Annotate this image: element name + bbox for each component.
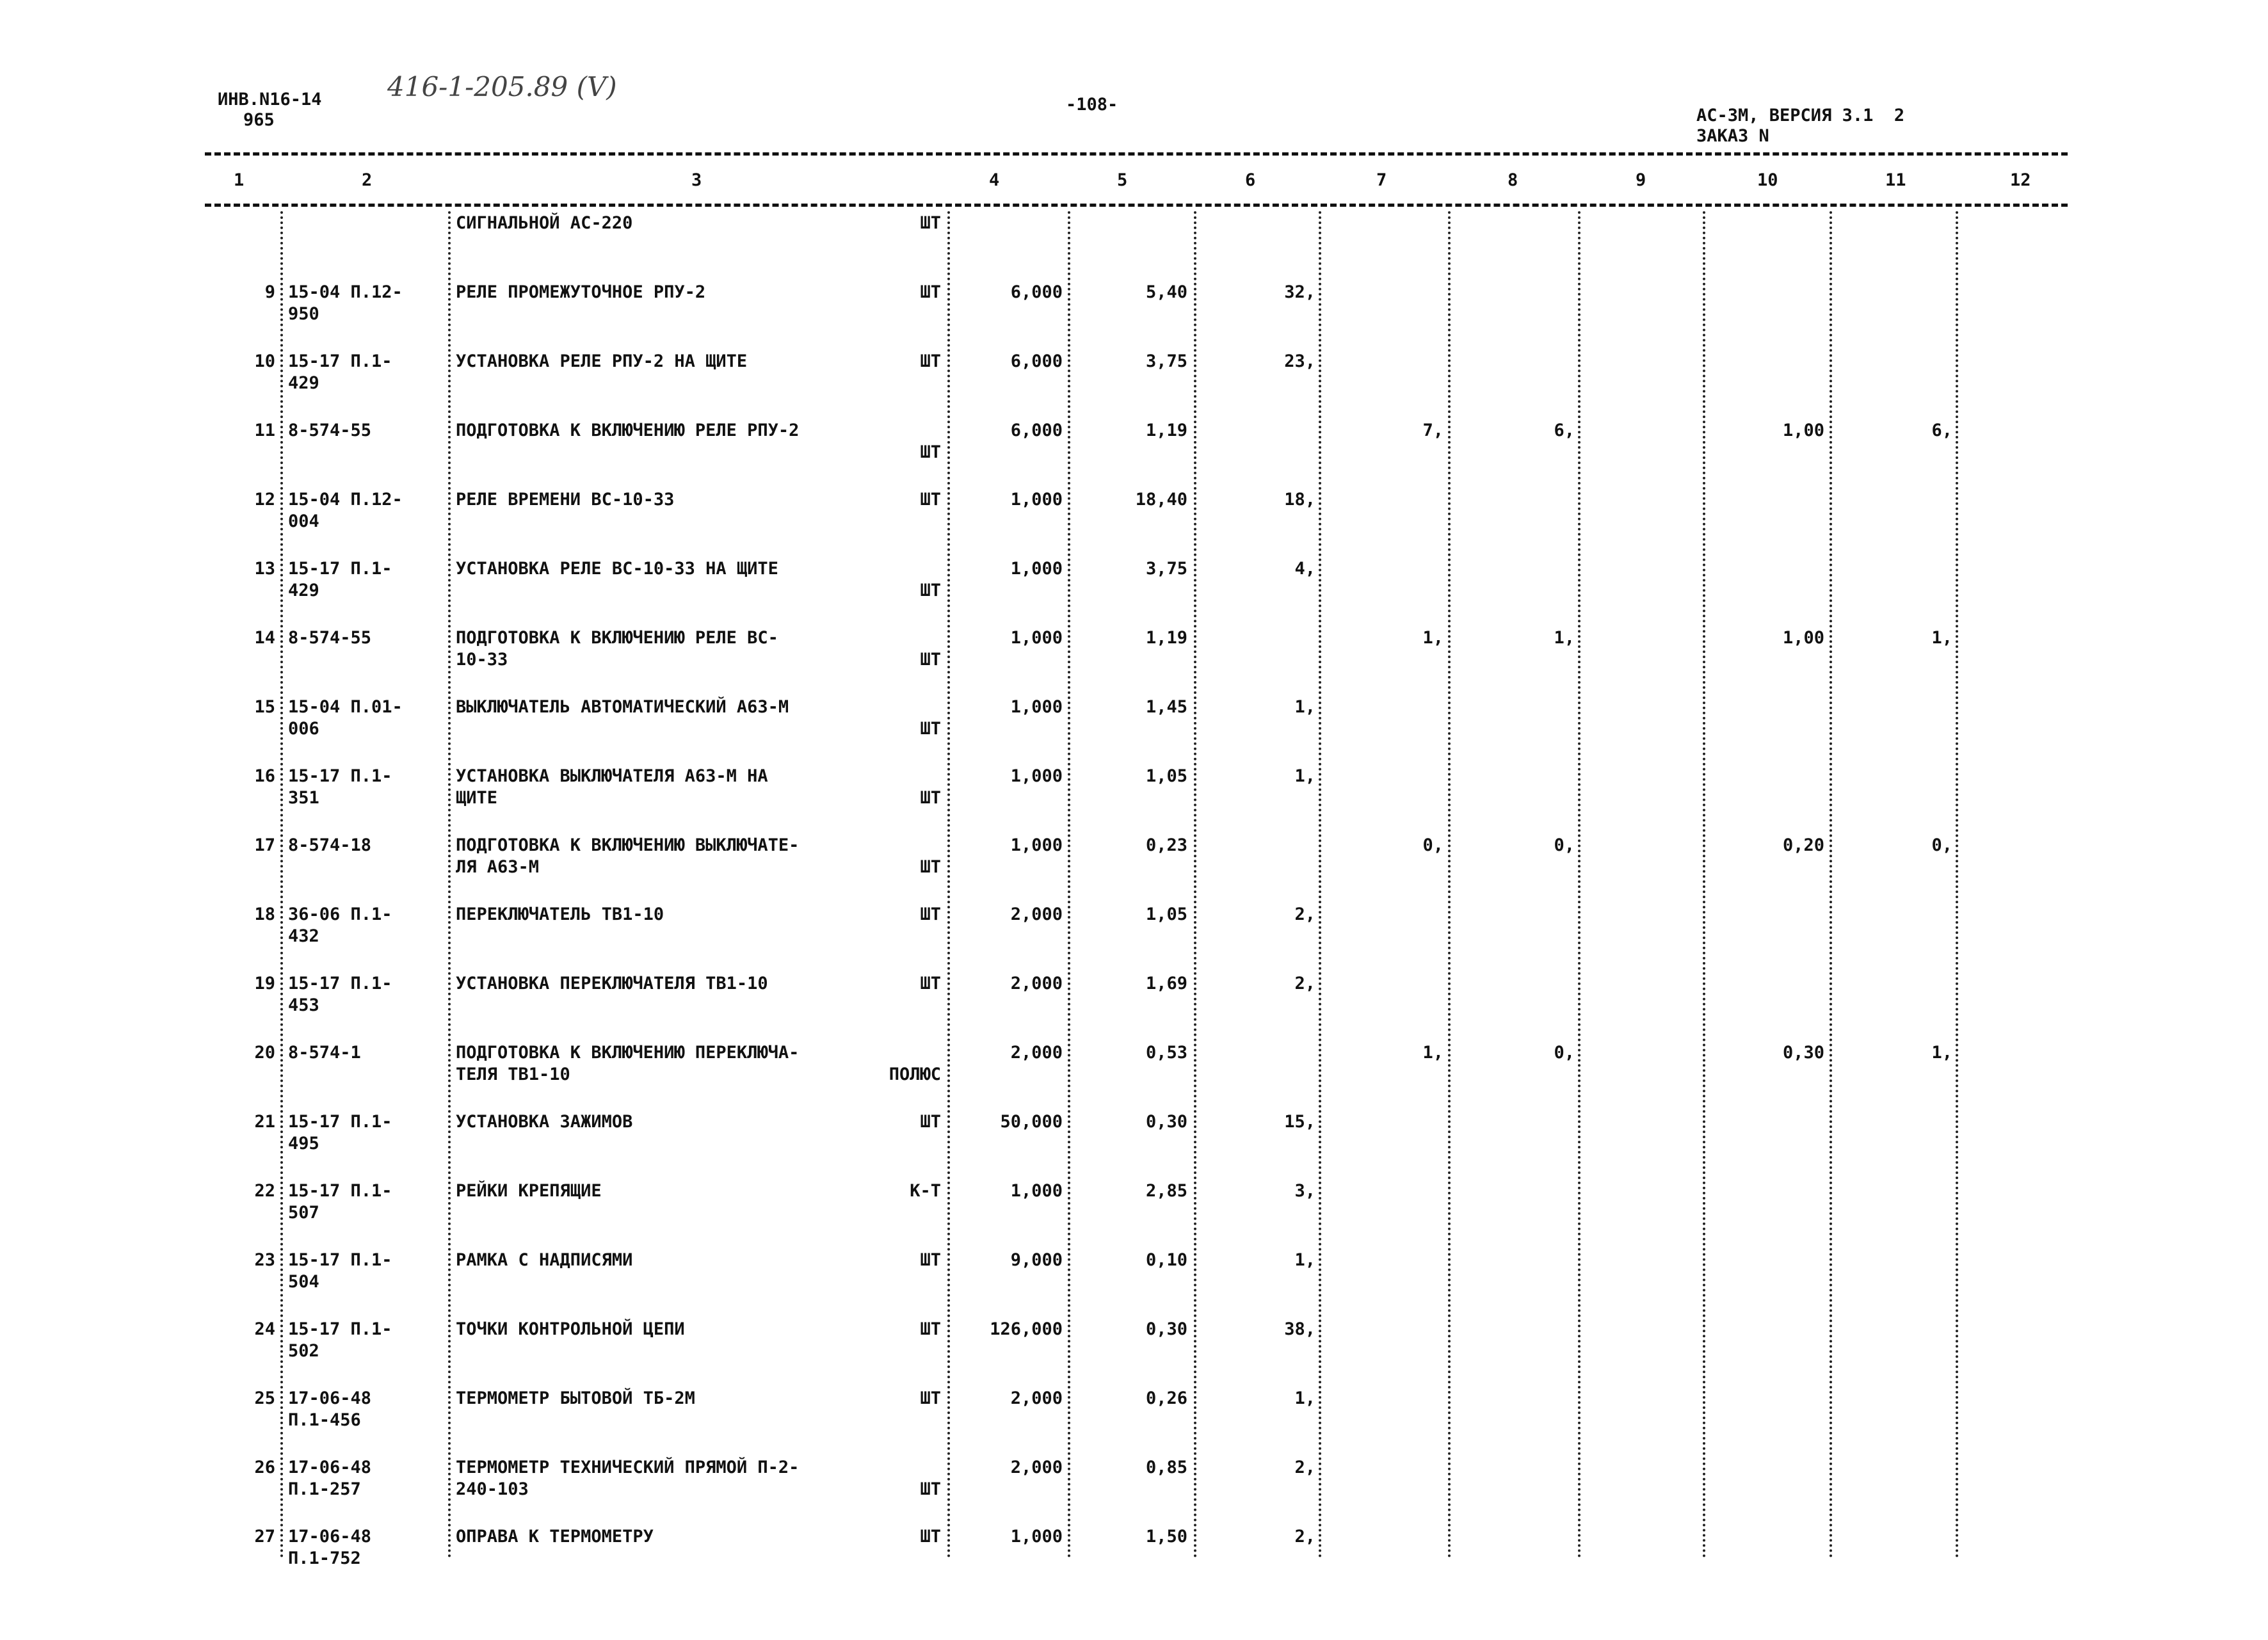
code-line-1: 17-06-48 <box>288 1458 372 1477</box>
description-line-2: ЩИТЕ <box>456 788 498 808</box>
unit-cost: 0,30 <box>1145 1319 1187 1339</box>
total-cost: 18, <box>1284 490 1315 510</box>
row-number: 12 <box>254 490 275 510</box>
code-line-1: 8-574-55 <box>288 628 372 648</box>
col-8-value: 0, <box>1554 1043 1575 1063</box>
description-line-2: 240-103 <box>456 1479 529 1499</box>
table-row <box>0 1457 2268 1527</box>
description-line-1: ТЕРМОМЕТР ТЕХНИЧЕСКИЙ ПРЯМОЙ П-2- <box>456 1458 800 1477</box>
col-11-value: 1, <box>1931 1043 1952 1063</box>
row-number: 21 <box>254 1112 275 1132</box>
row-number: 23 <box>254 1250 275 1270</box>
unit-cost: 1,19 <box>1145 628 1187 648</box>
table-row <box>0 1042 2268 1113</box>
table-row <box>0 1319 2268 1389</box>
row-number: 24 <box>254 1319 275 1339</box>
unit-cost: 5,40 <box>1145 282 1187 302</box>
col-8-value: 1, <box>1554 628 1575 648</box>
code-line-2: 950 <box>288 304 319 324</box>
code-line-2: 495 <box>288 1134 319 1154</box>
unit-cost: 0,30 <box>1145 1112 1187 1132</box>
row-number: 27 <box>254 1527 275 1547</box>
quantity: 2,000 <box>1010 1458 1063 1477</box>
column-number: 9 <box>1636 170 1646 190</box>
quantity: 2,000 <box>1010 1043 1063 1063</box>
description-line-1: ПОДГОТОВКА К ВКЛЮЧЕНИЮ ВЫКЛЮЧАТЕ- <box>456 835 800 855</box>
row-number: 15 <box>254 697 275 717</box>
unit: ШТ <box>920 650 941 670</box>
total-cost: 3, <box>1294 1181 1315 1201</box>
code-line-1: 15-04 П.12- <box>288 490 403 510</box>
header-rule <box>205 204 2068 207</box>
row-number: 25 <box>254 1388 275 1408</box>
description-line-1: РЕЛЕ ПРОМЕЖУТОЧНОЕ РПУ-2 <box>456 282 706 302</box>
code-line-1: 15-17 П.1- <box>288 351 392 371</box>
quantity: 1,000 <box>1010 835 1063 855</box>
quantity: 1,000 <box>1010 490 1063 510</box>
table-row <box>0 489 2268 559</box>
quantity: 6,000 <box>1010 421 1063 440</box>
unit-cost: 0,26 <box>1145 1388 1187 1408</box>
column-number: 10 <box>1757 170 1778 190</box>
unit: ШТ <box>920 1112 941 1132</box>
unit: ШТ <box>920 857 941 877</box>
description-line-1: УСТАНОВКА ЗАЖИМОВ <box>456 1112 633 1132</box>
unit: ШТ <box>920 1479 941 1499</box>
unit: ШТ <box>920 351 941 371</box>
unit: ШТ <box>920 282 941 302</box>
description-line-1: ВЫКЛЮЧАТЕЛЬ АВТОМАТИЧЕСКИЙ А63-М <box>456 697 789 717</box>
table-row <box>0 1526 2268 1596</box>
row-number: 20 <box>254 1043 275 1063</box>
code-line-1: 15-17 П.1- <box>288 1112 392 1132</box>
table-row <box>0 696 2268 767</box>
code-line-1: 17-06-48 <box>288 1388 372 1408</box>
description-line-2: ЛЯ А63-М <box>456 857 540 877</box>
description-line-1: ПЕРЕКЛЮЧАТЕЛЬ ТВ1-10 <box>456 904 664 924</box>
total-cost: 15, <box>1284 1112 1315 1132</box>
total-cost: 1, <box>1294 1388 1315 1408</box>
description-line-1: ТОЧКИ КОНТРОЛЬНОЙ ЦЕПИ <box>456 1319 685 1339</box>
unit: ШТ <box>920 904 941 924</box>
col-7-value: 7, <box>1422 421 1444 440</box>
description-line-1: РАМКА С НАДПИСЯМИ <box>456 1250 633 1270</box>
code-line-1: 15-17 П.1- <box>288 1181 392 1201</box>
description-line-1: СИГНАЛЬНОЙ АС-220 <box>456 213 633 233</box>
unit-cost: 0,10 <box>1145 1250 1187 1270</box>
description-line-1: ТЕРМОМЕТР БЫТОВОЙ ТБ-2М <box>456 1388 695 1408</box>
unit: К-Т <box>910 1181 941 1201</box>
col-10-value: 0,20 <box>1782 835 1824 855</box>
code-line-2: 504 <box>288 1272 319 1292</box>
unit-cost: 0,53 <box>1145 1043 1187 1063</box>
description-line-1: УСТАНОВКА ПЕРЕКЛЮЧАТЕЛЯ ТВ1-10 <box>456 974 768 993</box>
code-line-2: 432 <box>288 926 319 946</box>
total-cost: 1, <box>1294 697 1315 717</box>
code-line-2: П.1-456 <box>288 1410 361 1430</box>
row-number: 17 <box>254 835 275 855</box>
row-number: 26 <box>254 1458 275 1477</box>
unit-cost: 0,85 <box>1145 1458 1187 1477</box>
unit-cost: 3,75 <box>1145 351 1187 371</box>
col-11-value: 6, <box>1931 421 1952 440</box>
quantity: 126,000 <box>990 1319 1063 1339</box>
col-8-value: 6, <box>1554 421 1575 440</box>
quantity: 6,000 <box>1010 282 1063 302</box>
code-line-1: 15-17 П.1- <box>288 1250 392 1270</box>
column-number: 12 <box>2010 170 2031 190</box>
quantity: 2,000 <box>1010 974 1063 993</box>
unit: ПОЛЮС <box>889 1065 941 1084</box>
code-line-1: 8-574-18 <box>288 835 372 855</box>
unit: ШТ <box>920 490 941 510</box>
description-line-1: РЕЛЕ ВРЕМЕНИ ВС-10-33 <box>456 490 675 510</box>
code-line-2: 453 <box>288 995 319 1015</box>
table-row <box>0 1180 2268 1251</box>
unit-cost: 1,05 <box>1145 904 1187 924</box>
column-number: 5 <box>1117 170 1128 190</box>
total-cost: 2, <box>1294 974 1315 993</box>
table-row <box>0 904 2268 974</box>
total-cost: 4, <box>1294 559 1315 579</box>
column-number: 3 <box>691 170 702 190</box>
total-cost: 2, <box>1294 904 1315 924</box>
code-line-1: 36-06 П.1- <box>288 904 392 924</box>
quantity: 1,000 <box>1010 1527 1063 1547</box>
column-number: 11 <box>1885 170 1906 190</box>
total-cost: 32, <box>1284 282 1315 302</box>
column-number: 6 <box>1245 170 1256 190</box>
quantity: 1,000 <box>1010 766 1063 786</box>
total-cost: 1, <box>1294 766 1315 786</box>
code-line-2: 351 <box>288 788 319 808</box>
code-line-2: 502 <box>288 1341 319 1361</box>
unit-cost: 1,45 <box>1145 697 1187 717</box>
unit: ШТ <box>920 1388 941 1408</box>
unit: ШТ <box>920 213 941 233</box>
col-10-value: 1,00 <box>1782 628 1824 648</box>
col-7-value: 0, <box>1422 835 1444 855</box>
quantity: 6,000 <box>1010 351 1063 371</box>
table-row <box>0 1250 2268 1320</box>
column-number: 7 <box>1376 170 1387 190</box>
row-number: 9 <box>264 282 275 302</box>
code-line-1: 15-17 П.1- <box>288 766 392 786</box>
total-cost: 38, <box>1284 1319 1315 1339</box>
code-line-2: 507 <box>288 1203 319 1223</box>
unit: ШТ <box>920 1250 941 1270</box>
description-line-1: РЕЙКИ КРЕПЯЩИЕ <box>456 1181 602 1201</box>
unit: ШТ <box>920 1527 941 1547</box>
code-line-1: 15-04 П.01- <box>288 697 403 717</box>
description-line-1: ПОДГОТОВКА К ВКЛЮЧЕНИЮ ПЕРЕКЛЮЧА- <box>456 1043 800 1063</box>
description-line-2: 10-33 <box>456 650 508 670</box>
row-number: 16 <box>254 766 275 786</box>
col-11-value: 0, <box>1931 835 1952 855</box>
description-line-2: ТЕЛЯ ТВ1-10 <box>456 1065 570 1084</box>
inventory-number: ИНВ.N16-14 <box>218 90 322 109</box>
version-label: АС-3М, ВЕРСИЯ 3.1 2 <box>1696 106 1905 125</box>
order-label: ЗАКАЗ N <box>1696 126 1769 146</box>
table-row <box>0 558 2268 629</box>
unit-cost: 1,69 <box>1145 974 1187 993</box>
code-line-1: 15-17 П.1- <box>288 1319 392 1339</box>
unit-cost: 3,75 <box>1145 559 1187 579</box>
col-7-value: 1, <box>1422 628 1444 648</box>
table-row <box>0 973 2268 1043</box>
code-line-2: П.1-752 <box>288 1548 361 1568</box>
table-row <box>0 351 2268 421</box>
code-line-2: П.1-257 <box>288 1479 361 1499</box>
code-line-1: 15-17 П.1- <box>288 974 392 993</box>
row-number: 19 <box>254 974 275 993</box>
quantity: 2,000 <box>1010 1388 1063 1408</box>
total-cost: 2, <box>1294 1458 1315 1477</box>
column-number: 1 <box>234 170 245 190</box>
table-row <box>0 1111 2268 1182</box>
code-line-2: 429 <box>288 373 319 393</box>
row-number: 13 <box>254 559 275 579</box>
table-row <box>0 420 2268 490</box>
quantity: 50,000 <box>1000 1112 1063 1132</box>
page-number: -108- <box>1066 95 1118 115</box>
unit: ШТ <box>920 974 941 993</box>
row-number: 14 <box>254 628 275 648</box>
total-cost: 23, <box>1284 351 1315 371</box>
code-line-1: 17-06-48 <box>288 1527 372 1547</box>
table-row <box>0 1388 2268 1458</box>
col-8-value: 0, <box>1554 835 1575 855</box>
quantity: 1,000 <box>1010 628 1063 648</box>
col-7-value: 1, <box>1422 1043 1444 1063</box>
description-line-1: ПОДГОТОВКА К ВКЛЮЧЕНИЮ РЕЛЕ ВС- <box>456 628 778 648</box>
code-line-1: 8-574-1 <box>288 1043 361 1063</box>
column-number: 8 <box>1508 170 1518 190</box>
column-number: 4 <box>989 170 1000 190</box>
row-number: 22 <box>254 1181 275 1201</box>
quantity: 2,000 <box>1010 904 1063 924</box>
top-rule <box>205 152 2068 156</box>
col-10-value: 0,30 <box>1782 1043 1824 1063</box>
total-cost: 1, <box>1294 1250 1315 1270</box>
unit: ШТ <box>920 581 941 600</box>
col-10-value: 1,00 <box>1782 421 1824 440</box>
table-row <box>0 766 2268 836</box>
column-number: 2 <box>362 170 373 190</box>
row-number: 11 <box>254 421 275 440</box>
col-11-value: 1, <box>1931 628 1952 648</box>
description-line-1: УСТАНОВКА РЕЛЕ ВС-10-33 НА ЩИТЕ <box>456 559 778 579</box>
table-row <box>0 627 2268 698</box>
total-cost: 2, <box>1294 1527 1315 1547</box>
inventory-sub-number: 965 <box>243 110 275 130</box>
table-row <box>0 282 2268 352</box>
unit: ШТ <box>920 719 941 739</box>
unit-cost: 1,50 <box>1145 1527 1187 1547</box>
quantity: 9,000 <box>1010 1250 1063 1270</box>
quantity: 1,000 <box>1010 559 1063 579</box>
quantity: 1,000 <box>1010 1181 1063 1201</box>
unit-cost: 2,85 <box>1145 1181 1187 1201</box>
description-line-1: УСТАНОВКА ВЫКЛЮЧАТЕЛЯ А63-М НА <box>456 766 768 786</box>
table-row <box>0 213 2268 283</box>
table-row <box>0 835 2268 905</box>
row-number: 10 <box>254 351 275 371</box>
unit: ШТ <box>920 788 941 808</box>
code-line-2: 429 <box>288 581 319 600</box>
code-line-2: 004 <box>288 511 319 531</box>
unit-cost: 1,05 <box>1145 766 1187 786</box>
code-line-2: 006 <box>288 719 319 739</box>
unit-cost: 0,23 <box>1145 835 1187 855</box>
code-line-1: 15-17 П.1- <box>288 559 392 579</box>
unit: ШТ <box>920 1319 941 1339</box>
quantity: 1,000 <box>1010 697 1063 717</box>
description-line-1: ОПРАВА К ТЕРМОМЕТРУ <box>456 1527 654 1547</box>
handwritten-project-code: 416-1-205.89 (V) <box>387 71 617 102</box>
unit-cost: 1,19 <box>1145 421 1187 440</box>
unit-cost: 18,40 <box>1135 490 1187 510</box>
description-line-1: ПОДГОТОВКА К ВКЛЮЧЕНИЮ РЕЛЕ РПУ-2 <box>456 421 800 440</box>
code-line-1: 8-574-55 <box>288 421 372 440</box>
description-line-1: УСТАНОВКА РЕЛЕ РПУ-2 НА ЩИТЕ <box>456 351 748 371</box>
code-line-1: 15-04 П.12- <box>288 282 403 302</box>
unit: ШТ <box>920 442 941 462</box>
row-number: 18 <box>254 904 275 924</box>
